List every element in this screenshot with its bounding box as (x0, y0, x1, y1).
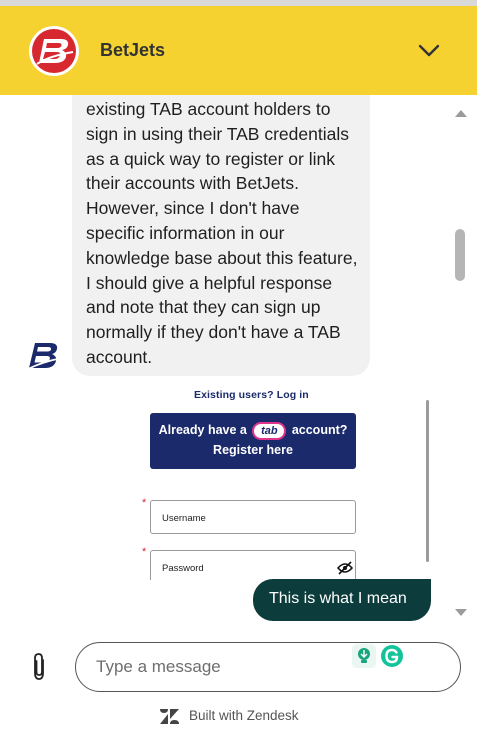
composer (0, 630, 477, 745)
scroll-up-button[interactable] (454, 105, 468, 123)
tab-button-text-pre: Already have a (158, 423, 247, 437)
embedded-scrollbar (426, 400, 429, 562)
betjets-logo-icon (29, 26, 79, 76)
tab-button-text-post: account? (291, 423, 348, 437)
username-field[interactable] (150, 500, 356, 534)
chat-title: BetJets (100, 40, 166, 60)
user-message-bubble (253, 579, 431, 621)
bot-message-bubble (72, 95, 370, 376)
zendesk-icon (160, 709, 179, 724)
eye-slash-icon[interactable] (337, 561, 353, 578)
betjets-b-icon (28, 341, 62, 371)
user-message-text: This is what I mean (269, 590, 407, 607)
betjets-logo (29, 26, 79, 76)
password-field[interactable] (150, 550, 356, 580)
bot-message-text: existing TAB account holders to sign in using their TAB credentials as a quick way to register or link their accounts with BetJets. However, since I don't have specific information in our knowledge base about this feature, I should give a helpful response and note that they can sign up normally if they don't have a TAB account. (86, 99, 358, 367)
chat-header (0, 6, 477, 95)
tab-button-register-text: Register here (213, 443, 293, 457)
triangle-up-icon (454, 108, 468, 118)
paperclip-icon (28, 652, 50, 682)
conversation-log[interactable] (0, 95, 477, 630)
existing-users-login-link[interactable]: Existing users? Log in (194, 389, 309, 401)
chevron-down-icon (416, 40, 442, 62)
password-required-mark: * (142, 546, 147, 558)
grammarly-icon[interactable] (380, 644, 404, 673)
tab-logo: tab (252, 422, 286, 440)
scroll-down-button[interactable] (454, 605, 468, 623)
username-required-mark: * (142, 497, 147, 509)
attach-file-button[interactable] (28, 652, 50, 687)
password-label: Password (162, 563, 204, 574)
lightbulb-icon[interactable] (352, 644, 376, 673)
built-with-text: Built with Zendesk (189, 708, 299, 723)
username-label: Username (162, 513, 206, 524)
tab-register-button[interactable] (150, 413, 356, 469)
triangle-down-icon (454, 608, 468, 618)
shared-screenshot (140, 380, 430, 580)
scrollbar-thumb[interactable] (455, 229, 465, 281)
collapse-chevron-button[interactable] (416, 40, 442, 62)
bot-avatar (28, 341, 62, 371)
